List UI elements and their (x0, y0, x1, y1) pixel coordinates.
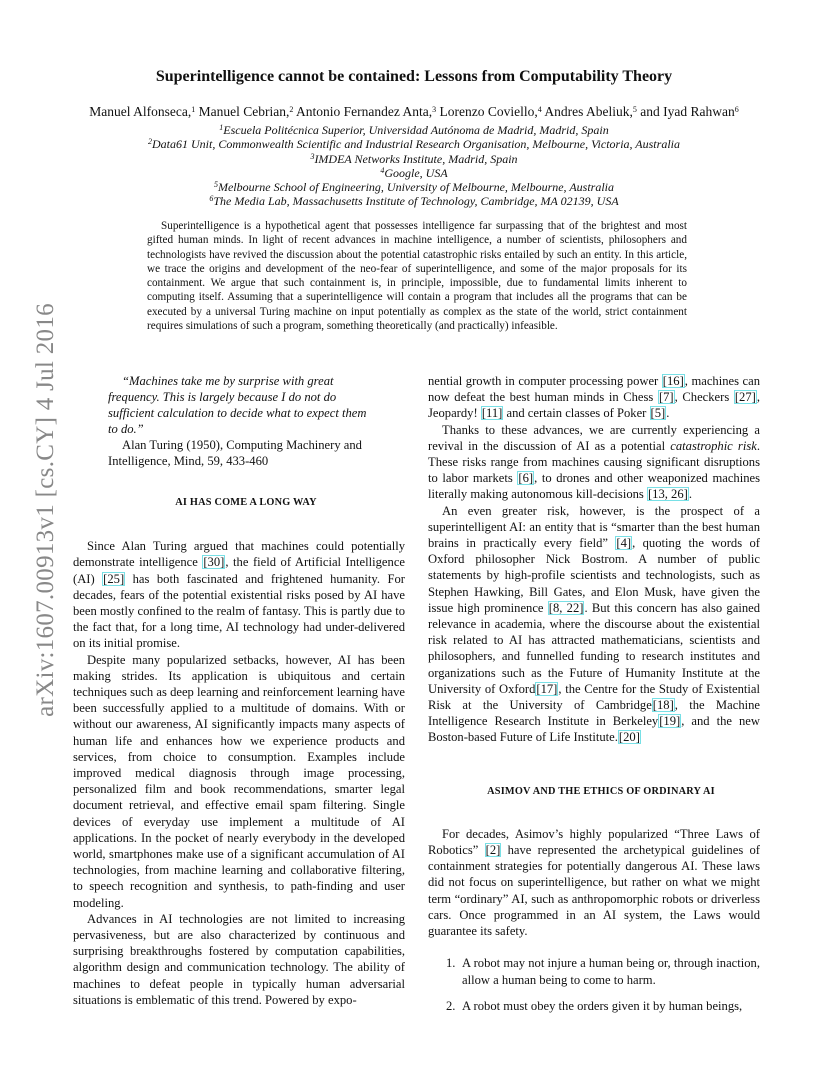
citation-link[interactable]: [17] (536, 681, 558, 696)
citation-link[interactable]: [20] (618, 730, 640, 745)
citation-link[interactable]: [6] (518, 471, 534, 486)
author: Manuel Alfonseca,$^1$ (89, 104, 196, 119)
list-item: 2. A robot must obey the orders given it by human beings, (446, 998, 743, 1013)
epigraph-attribution: Alan Turing (1950), Computing Machinery and Intelligence, Mind, 59, 433-460 (108, 438, 362, 468)
citation-link[interactable]: [2] (485, 843, 501, 858)
citation-link[interactable]: [5] (650, 406, 666, 421)
arxiv-identifier (28, 300, 64, 720)
epigraph (108, 373, 370, 469)
arxiv-identifier-text: arXiv:1607.00913v1 [cs.CY] 4 Jul 2016 (32, 303, 59, 717)
citation-link[interactable]: [11] (481, 406, 503, 421)
laws-list (428, 955, 760, 1014)
affiliation: $^6$The Media Lab, Massachusetts Institute of Technology, Cambridge, MA 02139, USA (209, 194, 619, 209)
abstract-text: Superintelligence is a hypothetical agent that possesses intelligence far surpassing that of the brightest and most gifted human minds. In light of recent advances in machine intelligence, a number of scientists, philosophers and technologists have revived the discussion about the potential catastrophic risks entailed by such an entity. In this article, we trace the origins and development of the neo-fear of superintelligence, and some of the major proposals for its containment. We argue that such containment is, in principle, impossible, due to fundamental limits inherent to computing itself. Assuming that a superintelligence will contain a program that includes all the programs that can be executed by a universal Turing machine on input potentially as complex as the state of the world, strict containment requires simulations of such a program, something theoretically (and practically) infeasible. (147, 220, 687, 333)
affiliation: $^2$Data61 Unit, Commonwealth Scientific and Industrial Research Organisation, Melbourne, Victoria, Australia (148, 137, 680, 152)
citation-link[interactable]: [8, 22] (548, 600, 584, 615)
section-heading: AI HAS COME A LONG WAY (175, 497, 317, 508)
left-column (73, 373, 405, 1008)
author: Manuel Cebrian,$^2$ (198, 104, 294, 119)
citation-link[interactable]: [13, 26] (647, 487, 688, 502)
citation-link[interactable]: [7] (658, 390, 674, 405)
author: Antonio Fernandez Anta,$^3$ (296, 104, 437, 119)
citation-link[interactable]: [4] (616, 536, 632, 551)
author: Andres Abeliuk,$^5$ (544, 104, 637, 119)
abstract (147, 219, 687, 333)
citation-link[interactable]: [30] (203, 555, 225, 570)
citation-link[interactable]: [16] (662, 374, 684, 388)
author: Lorenzo Coviello,$^4$ (439, 104, 542, 119)
affiliation: $^1$Escuela Politécnica Superior, Universidad Autónoma de Madrid, Madrid, Spain (219, 123, 609, 137)
paragraph: Thanks to these advances, we are currently experiencing a revival in the discussion of AI as a potential catastrophic risk. These risks range from machines causing significant disruptions to labor markets [6], to drones and other weaponized machines literally making autonomous kill-decisions [13, 26]. (428, 422, 761, 502)
paper-title: Superintelligence cannot be contained: Lessons from Computability Theory (155, 68, 673, 85)
affiliation: $^3$IMDEA Networks Institute, Madrid, Spain (310, 151, 518, 166)
epigraph-quote: “Machines take me by surprise with great frequency. This is largely because I do not do sufficient calculation to decide what to expect them to do.” (108, 374, 367, 436)
paragraph: Advances in AI technologies are not limited to increasing pervasiveness, but are also characterized by continuous and surprising breakthroughs fostered by computation capabilities, algorithm design and communication technology. The ability of machines to defeat people in typically human adversarial situations is emblematic of this trend. Powered by expo- (73, 911, 405, 1007)
citation-link[interactable]: [18] (652, 698, 674, 713)
affiliation: $^4$Google, USA (380, 165, 448, 180)
citation-link[interactable]: [25] (103, 571, 125, 586)
right-column (428, 373, 760, 1024)
author-list (0, 104, 828, 120)
affiliation: $^5$Melbourne School of Engineering, University of Melbourne, Melbourne, Australia (213, 180, 615, 195)
paragraph: For decades, Asimov’s highly popularized “Three Laws of Robotics” [2] have represented the archetypical guidelines of containment strategies for potentially dangerous AI. These laws did not focus on superintelligence, but rather on what we might term “ordinary” AI, such as anthropomorphic robots or driverless cars. Once programmed in an AI system, the Laws would guarantee its safety. (428, 826, 760, 939)
paragraph: Since Alan Turing argued that machines could potentially demonstrate intelligence [30], the field of Artificial Intelligence (AI) [25] has both fascinated and frightened humanity. For decades, fears of the potential existential risks posed by AI have been mostly confined to the realm of fantasy. This is partly due to the fact that, for a long time, AI technology had under-delivered on its initial promise. (73, 539, 406, 651)
citation-link[interactable]: [27] (734, 390, 756, 405)
paragraph: Despite many popularized setbacks, however, AI has been making strides. Its application is ubiquitous and certain techniques such as deep learning and reinforcement learning have been successfully applied to a multitude of domains. With or without our awareness, AI significantly impacts many aspects of human life and enhances how we experience products and services, from choice to consumption. Examples include improved medical diagnosis through image processing, personalized film and book recommendations, smarter legal document retrieval, and effective email spam filtering. Single devices of everyday use implement a multitude of AI applications. In the pocket of nearly everybody in the developed world, smartphones make use of a significant accumulation of AI technologies, from machine learning and collaborative filtering, to speech recognition and synthesis, to path-finding and user modeling. (73, 652, 405, 910)
list-item: 1. A robot may not injure a human being or, through inaction, allow a human being to come to harm. (446, 956, 760, 987)
citation-link[interactable]: [19] (659, 714, 681, 729)
section-heading: ASIMOV AND THE ETHICS OF ORDINARY AI (487, 785, 715, 797)
paragraph: An even greater risk, however, is the prospect of a superintelligent AI: an entity that is “smarter than the best human brains in practically every field” [4], quoting the words of Oxford philosopher Nick Bostrom. A number of public statements by high-profile scientists and technologists, such as Stephen Hawking, Bill Gates, and Elon Musk, have given the issue high prominence [8, 22]. But this concern has also gained relevance in academia, where the discourse about the existential risk related to AI has attracted mathematicians, scientists and philosophers, and funnelled funding to research institutes and organizations such as the Future of Humanity Institute at the University of Oxford[17], the Centre for the Study of Existential Risk at the University of Cambridge[18], the Machine Intelligence Research Institute in Berkeley[19], and the new Boston-based Future of Life Institute.[20] (428, 503, 761, 745)
affiliation-list (0, 123, 828, 209)
author: and Iyad Rahwan$^6$ (640, 104, 739, 119)
paragraph: nential growth in computer processing power [16], machines can now defeat the best human minds in Chess [7], Checkers [27], Jeopardy! [11] and certain classes of Poker [5]. (428, 374, 760, 421)
